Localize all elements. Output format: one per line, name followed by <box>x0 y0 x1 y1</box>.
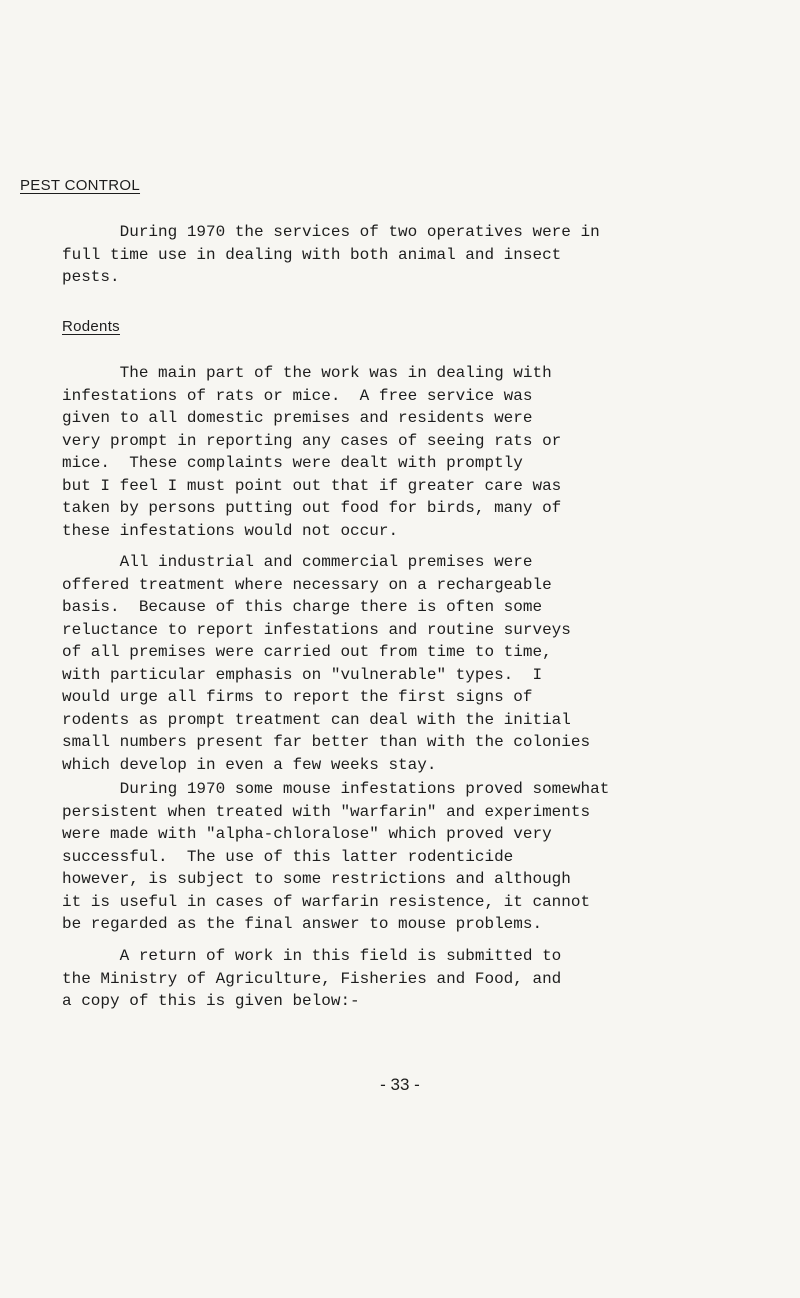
page-number: - 33 - <box>380 1075 420 1094</box>
section-heading-rodents: Rodents <box>62 318 120 335</box>
rodents-paragraph-1: The main part of the work was in dealing with infestations of rats or mice. A free service was given to all domestic premises and residents were very prompt in reporting any cases of seeing rats or mice. These complaints were dealt with promptly but I feel I must point out that if greater care was taken by persons putting out food for birds, many of these infestations would not occur. <box>62 364 562 540</box>
rodents-paragraph-2: All industrial and commercial premises were offered treatment where necessary on a rechargeable basis. Because of this charge there is often some reluctance to report infestations and routine surveys of all premises were carried out from time to time, with particular emphasis on "vulnerable" types. I would urge all firms to report the first signs of rodents as prompt treatment can deal with the initial small numbers present far better than with the colonies which develop in even a few weeks stay. <box>62 553 591 774</box>
rodents-paragraph-3: During 1970 some mouse infestations proved somewhat persistent when treated with "warfarin" and experiments were made with "alpha-chloralose" which proved very successful. The use of this latter rodenticide however, is subject to some restrictions and although it is useful in cases of warfarin resistence, it cannot be regarded as the final answer to mouse problems. <box>62 780 610 933</box>
intro-paragraph: During 1970 the services of two operatives were in full time use in dealing with both animal and insect pests. <box>62 223 600 286</box>
rodents-paragraph-4: A return of work in this field is submitted to the Ministry of Agriculture, Fisheries and Food, and a copy of this is given below:- <box>62 947 562 1010</box>
page-title: PEST CONTROL <box>20 177 141 194</box>
